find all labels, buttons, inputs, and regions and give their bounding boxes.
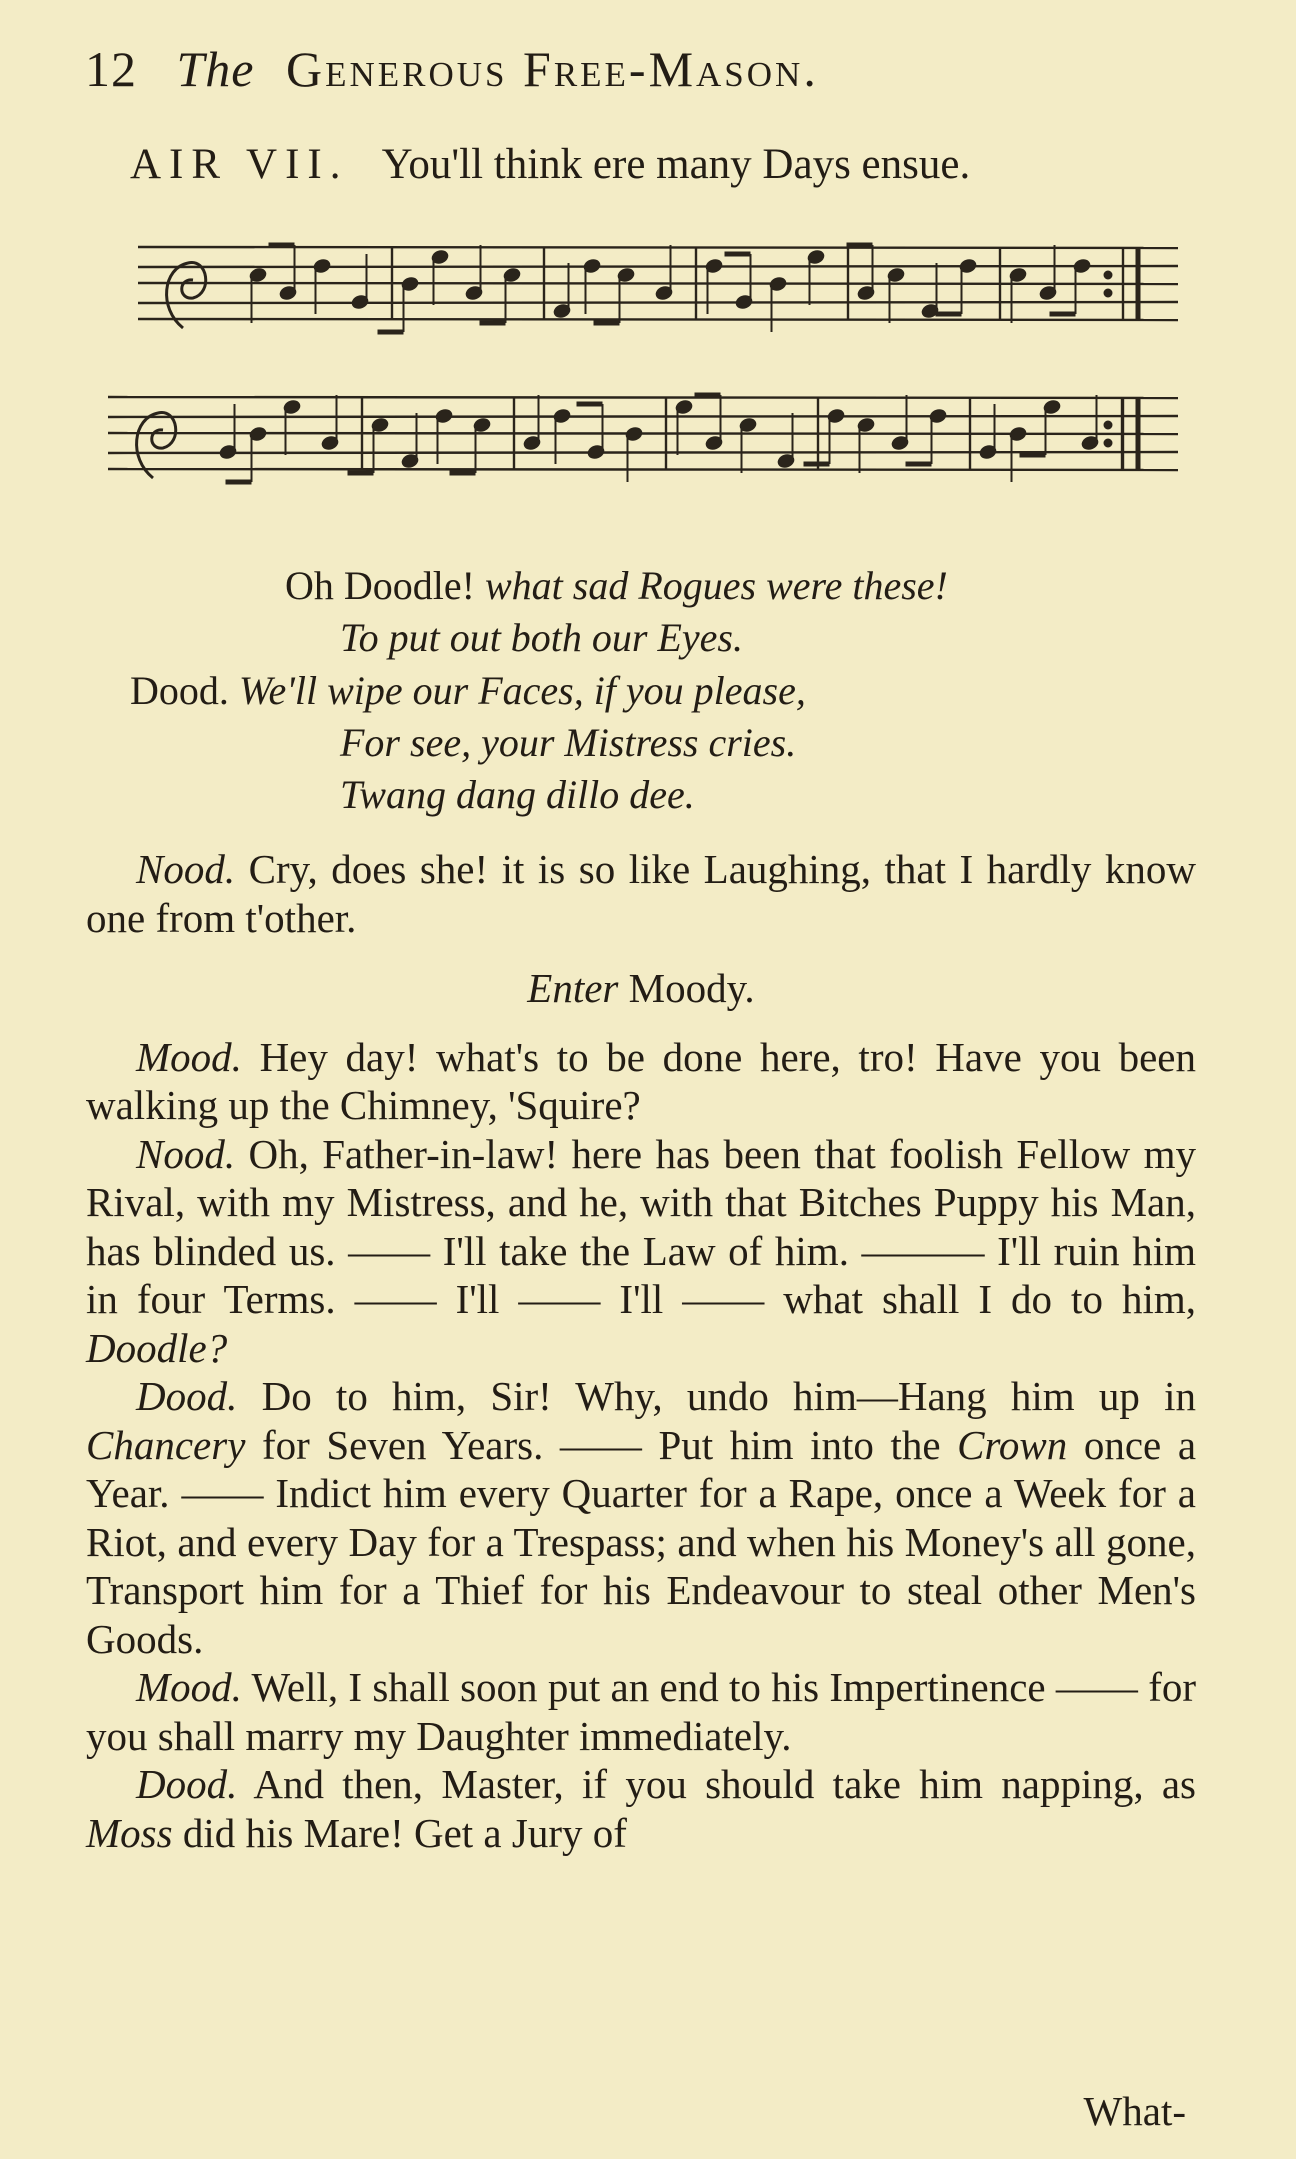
speech-text: once a Year. —— Indict him every Quarter for a Rape, once a Week for a Riot, and every Day for a Trespass; and when his Money's all gone, Transport him for a Thief for his Endeavour to steal other Men's Goods. [86,1421,1197,1662]
header-title: Generous Free-Mason. [286,41,819,97]
running-header [85,40,1195,98]
verse-line-4: For see, your Mistress cries. [340,720,797,765]
speech-text: Hey day! what's to be done here, tro! Have you been walking up the Chimney, 'Squire? [86,1033,1196,1128]
enter-word: Enter [527,965,619,1011]
speech-text: Well, I shall soon put an end to his Impertinence —— for you shall marry my Daughter immediately. [86,1664,1196,1759]
repeat-dot [1105,290,1112,297]
verse-line-2: To put out both our Eyes. [340,615,743,660]
air-label: AIR VII. [130,141,349,188]
speech-text: And then, Master, if you should take him napping, as [253,1761,1196,1807]
speaker-name: Dood. [136,1373,238,1419]
speech-dood-2 [86,1760,1196,1857]
staff-line [108,452,1178,453]
speech-text: Cry, does she! it is so like Laughing, that I hardly know one from t'other. [86,846,1197,941]
speech-italic: Chancery [86,1421,246,1468]
speech-text: Do to him, Sir! Why, undo him—Hang him up in [261,1373,1196,1419]
verse-line-5: Twang dang dillo dee. [340,772,695,817]
speaker-name: Nood. [136,1130,236,1177]
air-heading [130,140,970,189]
staff-line [108,397,1178,398]
speech-nood-1 [86,845,1196,942]
verse-roman: Doodle! [343,563,475,608]
speech-dood-1 [86,1372,1196,1663]
verse-line-3 [130,667,806,714]
staff-line [108,416,1178,417]
speech-tail: Doodle? [86,1324,228,1371]
repeat-dot [1105,422,1112,429]
speaker-name: Dood. [136,1761,238,1807]
enter-name: Moody. [628,965,755,1011]
speech-mood-2 [86,1663,1196,1760]
verse-speaker: Dood. [130,668,229,713]
speech-italic: Crown [957,1421,1068,1468]
speech-nood-2 [86,1130,1196,1373]
verse-line-1 [285,562,948,609]
verse-pre: Oh [285,563,334,608]
speaker-name: Nood. [136,846,236,892]
speech-italic: Moss [86,1809,173,1856]
staff-line [138,302,1178,303]
verse-text: what sad Rogues were these! [484,563,948,608]
catchword: What- [1083,2088,1186,2134]
header-title-italic: The [176,41,255,97]
speech-mood-1 [86,1033,1196,1130]
speech-text: for Seven Years. —— Put him into the [261,1421,941,1468]
music-notation [108,218,1183,538]
repeat-dot [1105,440,1112,447]
staff-line [138,319,1178,320]
speaker-name: Mood. [136,1664,242,1710]
dialogue-text [86,845,1196,1857]
staff-line [108,469,1178,470]
page-number: 12 [85,41,137,97]
speech-text: Oh, Father-in-law! here has been that foolish Fellow my Rival, with my Mistress, and he, with that Bitches Puppy his Man, has blinded us. —— I'll take the Law of him. ——— I'll ruin him in four Terms. —— I'll —— I'll —— what shall I do to him, [86,1130,1196,1322]
verse-text: We'll wipe our Faces, if you please, [238,668,806,713]
repeat-dot [1105,272,1112,279]
stage-direction [86,964,1196,1013]
speaker-name: Mood. [136,1033,242,1080]
speech-text: did his Mare! Get a Jury of [182,1809,627,1856]
air-tune: You'll think ere many Days ensue. [381,141,971,188]
